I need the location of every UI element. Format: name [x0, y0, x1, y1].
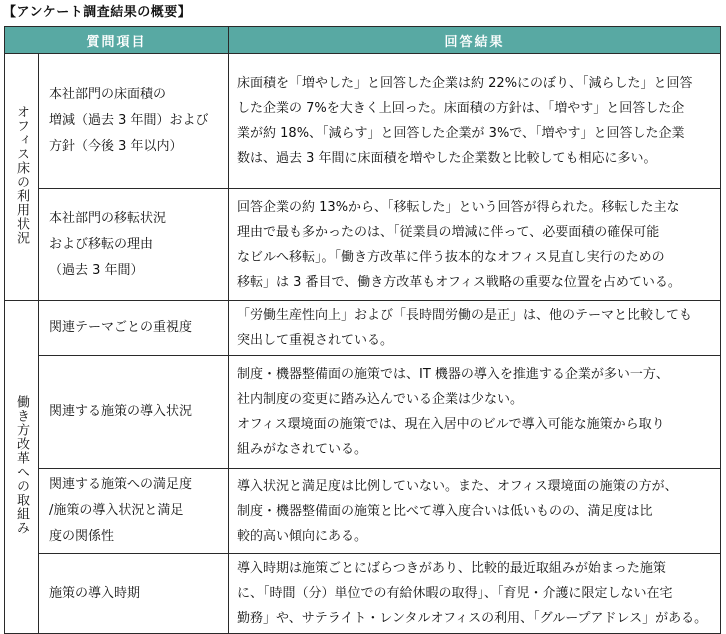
question-item-text: および移転の理由	[49, 236, 154, 252]
answer-result-text: に、「時間（分）単位での有給休暇の取得」、「育児・介護に限定しない在宅	[237, 586, 673, 601]
answer-result-cell	[229, 301, 721, 356]
table-row	[5, 54, 721, 189]
answer-result-text: オフィス環境面の施策では、現在入居中のビルで導入可能な施策から取り	[237, 417, 665, 432]
question-item-text: 関連する施策の導入状況	[49, 404, 193, 419]
answer-result-text: 業が約 18%、「減らす」と回答した企業が 3%で、「増やす」と回答した企業	[237, 126, 685, 141]
answer-result-text: 数は、過去 3 年間に床面積を増やした企業数と比較しても相応に多い。	[237, 151, 657, 166]
answer-result-text: 回答企業の約 13%から、「移転した」という回答が得られた。移転した主な	[237, 199, 680, 215]
answer-result-text: 「労働生産性向上」および「長時間労働の是正」は、他のテーマと比較しても	[237, 308, 693, 323]
question-item-text: 関連テーマごとの重視度	[49, 320, 193, 335]
question-item-cell	[39, 554, 229, 634]
question-item-cell	[39, 189, 229, 301]
answer-result-text: 理由で最も多かったのは、「従業員の増減に伴って、必要面積の確保可能	[237, 224, 660, 240]
question-item-text: 方針（今後 3 年以内）	[49, 139, 183, 154]
question-item-text: 施策の導入時期	[49, 585, 141, 601]
question-item-cell	[39, 469, 229, 554]
question-item-text: 関連する施策への満足度	[49, 477, 193, 492]
answer-result-text: した企業の 7%を大きく上回った。床面積の方針は、「増やす」と回答した企	[237, 101, 685, 116]
header-question-item: 質問項目	[5, 27, 229, 54]
answer-result-text: 組みがなされている。	[237, 442, 368, 457]
answer-result-cell	[229, 554, 721, 634]
answer-result-text: 勤務」や、サテライト・レンタルオフィスの利用、「グループアドレス」がある。	[237, 611, 708, 626]
answer-result-text: 移転」は 3 番目で、働き方改革もオフィス戦略の重要な位置を占めている。	[237, 274, 681, 290]
answer-result-cell	[229, 469, 721, 554]
table-row	[5, 554, 721, 634]
answer-result-text: 制度・機器整備面の施策と比べて導入度合いは低いものの、満足度は比	[237, 503, 653, 519]
table-row	[5, 356, 721, 469]
header-answer-result: 回答結果	[229, 27, 721, 54]
category-cell	[5, 54, 39, 301]
question-item-text: 本社部門の床面積の	[49, 87, 167, 102]
table-row	[5, 469, 721, 554]
question-item-cell	[39, 54, 229, 189]
question-item-text: 度の関係性	[49, 529, 115, 544]
table-row	[5, 189, 721, 301]
category-label: 働き方改革への取組み	[14, 395, 29, 535]
question-item-text: 増減（過去 3 年間）および	[49, 113, 209, 128]
answer-result-text: 導入状況と満足度は比例していない。また、オフィス環境面の施策の方が、	[237, 478, 678, 494]
answer-result-text: 導入時期は施策ごとにばらつきがあり、比較的最近取組みが始まった施策	[237, 561, 666, 576]
question-item-text: 本社部門の移転状況	[49, 210, 167, 226]
table-body	[5, 54, 721, 634]
page-title: 【アンケート調査結果の概要】	[3, 5, 192, 20]
answer-result-cell	[229, 356, 721, 469]
table-header-row	[5, 27, 721, 54]
category-cell	[5, 301, 39, 634]
table-row	[5, 301, 721, 356]
survey-summary-table	[4, 26, 721, 634]
answer-result-cell	[229, 54, 721, 189]
question-item-text: （過去 3 年間）	[49, 262, 144, 278]
answer-result-text: 突出して重視されている。	[237, 333, 394, 348]
category-label: オフィス床の利用状況	[14, 105, 29, 245]
question-item-text: /施策の導入状況と満足	[49, 503, 184, 518]
answer-result-text: なビルへ移転」。「働き方改革に伴う抜本的なオフィス見直し実行のための	[237, 249, 665, 265]
answer-result-text: 較的高い傾向にある。	[237, 528, 368, 544]
answer-result-cell	[229, 189, 721, 301]
question-item-cell	[39, 301, 229, 356]
answer-result-text: 制度・機器整備面の施策では、IT 機器の導入を推進する企業が多い一方、	[237, 367, 669, 382]
answer-result-text: 床面積を「増やした」と回答した企業は約 22%にのぼり、「減らした」と回答	[237, 76, 693, 91]
answer-result-text: 社内制度の変更に踏み込んでいる企業は少ない。	[237, 392, 524, 407]
question-item-cell	[39, 356, 229, 469]
